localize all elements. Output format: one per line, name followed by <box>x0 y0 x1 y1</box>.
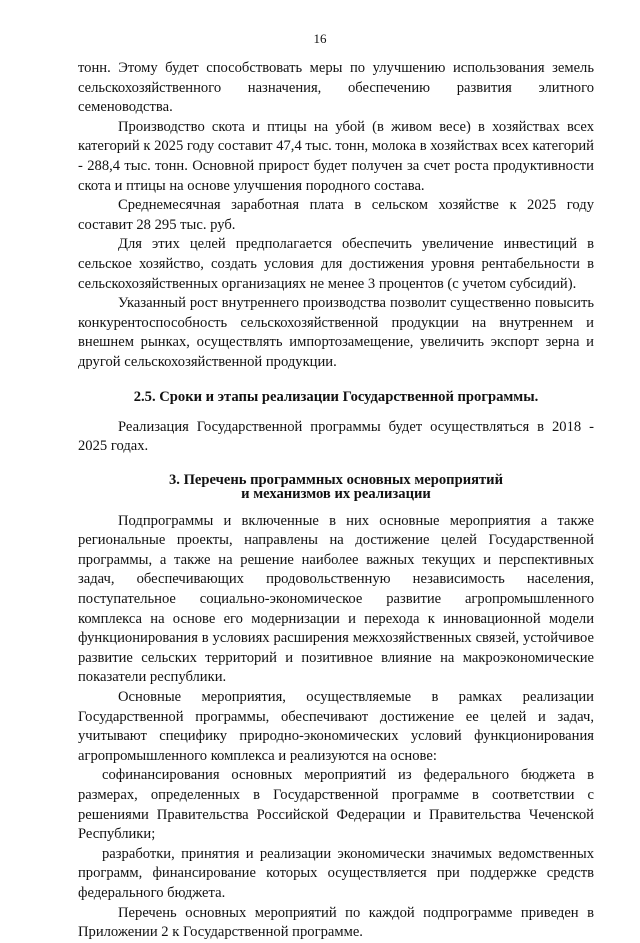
section-heading-3-line1: 3. Перечень программных основных мероприятий <box>168 471 504 488</box>
paragraph: тонн. Этому будет способствовать меры по улучшению использования земель сельскохозяйственного назначения, обеспечению развития элитного семеноводства. <box>78 60 594 116</box>
paragraph: Производство скота и птицы на убой (в живом весе) в хозяйствах всех категорий к 2025 году составит 47,4 тыс. тонн, молока в хозяйствах всех категорий - 288,4 тыс. тонн. Основной прирост будет получен за счет роста продуктивности скота и птицы на основе улучшения породного состава. <box>78 118 594 194</box>
section-heading-2-5: 2.5. Сроки и этапы реализации Государственной программы. <box>133 388 539 405</box>
paragraph: Подпрограммы и включенные в них основные мероприятия а также региональные проекты, направлены на достижение целей Государственной программы, а также на решение наиболее важных текущих и перспективных задач, обеспечивающих продовольственную независимость населения, поступательное социально-экономическое развитие агропромышленного комплекса на основе его модернизации и перехода к инновационной модели функционирования в условиях расширения межхозяйственных связей, устойчивое развитие сельских территорий и позитивное влияние на макроэкономические показатели республики. <box>78 512 594 686</box>
document-body <box>78 59 594 943</box>
page-number: 16 <box>313 31 327 46</box>
paragraph: Основные мероприятия, осуществляемые в рамках реализации Государственной программы, обеспечивают достижение ее целей и задач, учитывают специфику природно-экономических условий функционирования агропромышленного комплекса и реализуются на основе: <box>78 689 594 764</box>
paragraph: Указанный рост внутреннего производства позволит существенно повысить конкурентоспособность сельскохозяйственной продукции на внутреннем и внешнем рынках, осуществлять импортозамещение, увеличить экспорт зерна и другой сельскохозяйственной продукции. <box>78 295 594 370</box>
paragraph: разработки, принятия и реализации экономически значимых ведомственных программ, финансирование которых осуществляется при поддержке средств федерального бюджета. <box>78 845 594 901</box>
paragraph: Перечень основных мероприятий по каждой подпрограмме приведен в Приложении 2 к Государственной программе. <box>78 904 594 941</box>
section-heading-3-line2: и механизмов их реализации <box>241 485 431 502</box>
paragraph: Реализация Государственной программы будет осуществляться в 2018 - 2025 годах. <box>78 418 594 455</box>
paragraph: софинансирования основных мероприятий из федерального бюджета в размерах, определенных в Государственной программе в соответствии с решениями Правительства Российской Федерации и Правительства Чеченской Республики; <box>78 767 594 843</box>
section-heading-3 <box>78 473 594 501</box>
paragraph: Среднемесячная заработная плата в сельском хозяйстве к 2025 году составит 28 295 тыс. руб. <box>78 197 594 233</box>
paragraph: Для этих целей предполагается обеспечить увеличение инвестиций в сельское хозяйство, создать условия для достижения уровня рентабельности в сельскохозяйственных организациях не менее 3 процентов (с учетом субсидий). <box>78 236 594 292</box>
